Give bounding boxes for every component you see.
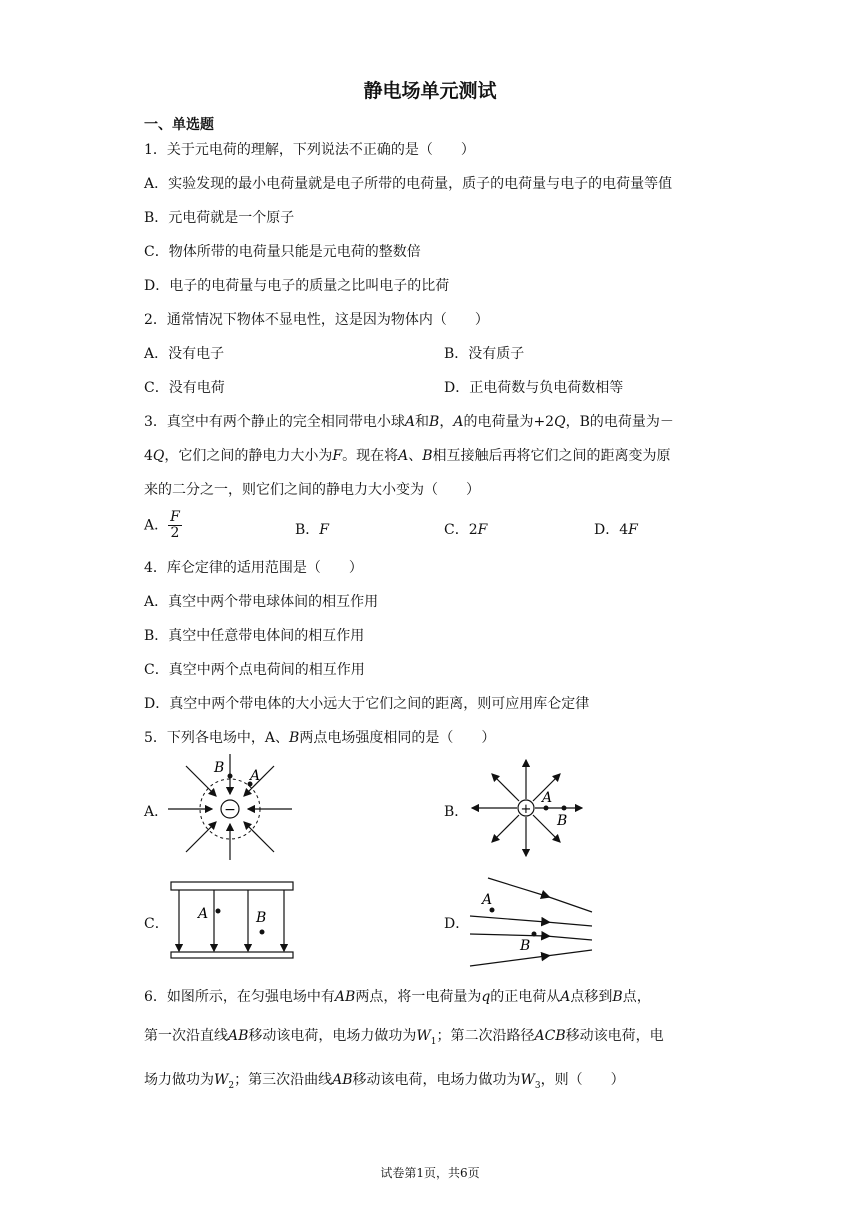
q6-var: B — [612, 989, 623, 1005]
q1-option-b: B．元电荷就是一个原子 — [144, 210, 295, 226]
q3-var-b: B — [429, 414, 440, 430]
q6-text: 的正电荷从 — [490, 989, 561, 1005]
page-footer: 试卷第1页，共6页 — [380, 1166, 480, 1180]
q3-var-q: Q — [554, 414, 566, 430]
q2-option-a: A．没有电子 — [144, 346, 225, 362]
q5-stem — [144, 727, 495, 747]
q3-var-f: F — [628, 522, 638, 538]
page-title: 静电场单元测试 — [363, 80, 497, 102]
q6-text: 场力做功为 — [144, 1072, 214, 1088]
q5-option-a-label: A． — [144, 804, 169, 820]
q3-var-a: A — [398, 448, 409, 464]
q5-text: 5．下列各电场中，A、 — [144, 730, 290, 746]
q1-option-d: D．电子的电荷量与电子的质量之比叫电子的比荷 — [144, 278, 450, 294]
q6-text: ；第三次沿曲线 — [234, 1072, 333, 1088]
q3-text: 和 — [415, 414, 430, 430]
q3-text: 的电荷量为+2 — [463, 414, 555, 430]
q4-option-b: B．真空中任意带电体间的相互作用 — [144, 628, 365, 644]
q2-option-d: D．正电荷数与负电荷数相等 — [444, 380, 624, 396]
q3-var-f: F — [477, 522, 488, 538]
label-a: A — [482, 892, 493, 908]
q5-var-b: B — [289, 730, 300, 746]
point-b — [228, 774, 233, 779]
q6-subscript: 1 — [430, 1036, 437, 1047]
q6-subscript: 3 — [534, 1080, 541, 1091]
q6-text: ；第二次沿路径 — [436, 1028, 535, 1044]
figure-c-parallel-plates — [166, 878, 298, 964]
q6-text: 点， — [622, 989, 651, 1005]
q6-var: W — [416, 1028, 431, 1044]
q3-option-d — [594, 519, 638, 539]
q6-text: 移动该电荷，电场力做功为 — [352, 1072, 521, 1088]
q6-var: W — [520, 1072, 535, 1088]
q3-option-b — [295, 519, 329, 539]
label-b: B — [214, 760, 225, 776]
figure-d-converging-field — [466, 872, 600, 972]
q6-text: 两点，将一电荷量为 — [355, 989, 482, 1005]
point-b — [562, 806, 567, 811]
q5-option-b-label: B． — [444, 804, 469, 820]
q6-var: AB — [332, 1072, 353, 1088]
point-a — [216, 909, 221, 914]
q3-text: 。现在将 — [342, 448, 399, 464]
option-label: B． — [295, 522, 320, 538]
q6-subscript: 2 — [228, 1080, 235, 1091]
q6-var: A — [560, 989, 571, 1005]
point-a — [490, 908, 495, 913]
q6-var: ACB — [534, 1028, 566, 1044]
q3-text: 、 — [408, 448, 423, 464]
label-b: B — [520, 938, 531, 954]
q3-var-f: F — [332, 448, 343, 464]
q6-line-1 — [144, 986, 651, 1006]
q6-text: ，则（ ） — [540, 1072, 625, 1088]
label-a: A — [250, 768, 261, 784]
q4-option-c: C．真空中两个点电荷间的相互作用 — [144, 662, 365, 678]
q2-option-c: C．没有电荷 — [144, 380, 225, 396]
fraction — [168, 510, 182, 541]
q3-text: ， — [439, 414, 454, 430]
section-heading: 一、单选题 — [144, 117, 214, 133]
q3-text: ，B的电荷量为－ — [565, 414, 674, 430]
q6-var: W — [214, 1072, 229, 1088]
q3-text: ，它们之间的静电力大小为 — [164, 448, 333, 464]
q3-option-a — [144, 510, 182, 541]
minus-sign: − — [224, 802, 236, 818]
q6-var: AB — [228, 1028, 249, 1044]
q4-stem: 4．库仑定律的适用范围是（ ） — [144, 560, 363, 576]
plus-sign: + — [520, 802, 532, 817]
q6-text: 移动该电荷，电 — [565, 1028, 664, 1044]
q2-option-b: B．没有质子 — [444, 346, 525, 362]
option-label: C．2 — [444, 522, 478, 538]
point-b — [260, 930, 265, 935]
q1-option-c: C．物体所带的电荷量只能是元电荷的整数倍 — [144, 244, 421, 260]
fraction-denominator: 2 — [170, 525, 180, 541]
option-label: A． — [144, 517, 169, 534]
q4-option-a: A．真空中两个带电球体间的相互作用 — [144, 594, 379, 610]
q5-option-d-label: D． — [444, 916, 470, 932]
field-lines — [179, 890, 284, 951]
point-a — [544, 806, 549, 811]
q6-text: 移动该电荷，电场力做功为 — [248, 1028, 417, 1044]
label-a: A — [198, 906, 209, 922]
q6-line-3 — [144, 1069, 625, 1091]
q6-text: 6．如图所示，在匀强电场中有 — [144, 989, 335, 1005]
label-b: B — [557, 813, 568, 829]
bottom-plate — [171, 952, 293, 958]
q1-stem: 1．关于元电荷的理解，下列说法不正确的是（ ） — [144, 142, 475, 158]
q6-var: AB — [334, 989, 356, 1005]
q6-text: 第一次沿直线 — [144, 1028, 228, 1044]
q2-stem: 2．通常情况下物体不显电性，这是因为物体内（ ） — [144, 312, 489, 328]
q3-line-2 — [144, 445, 671, 465]
q3-var-a: A — [404, 414, 416, 430]
q3-line-1 — [144, 411, 674, 431]
top-plate — [171, 882, 293, 890]
q4-option-d: D．真空中两个带电体的大小远大于它们之间的距离，则可应用库仑定律 — [144, 696, 590, 712]
q3-text: 4 — [144, 448, 153, 464]
figure-b-positive-charge-field — [468, 756, 586, 860]
q3-option-c — [444, 519, 487, 539]
q6-line-2 — [144, 1025, 664, 1047]
q3-line-3: 来的二分之一，则它们之间的静电力大小变为（ ） — [144, 482, 480, 498]
q6-var: q — [481, 989, 491, 1005]
q5-option-c-label: C． — [144, 916, 169, 932]
figure-a-negative-charge-field — [164, 752, 296, 864]
option-label: D．4 — [594, 522, 629, 538]
q3-text: 3．真空中有两个静止的完全相同带电小球 — [144, 414, 405, 430]
q5-text: 两点电场强度相同的是（ ） — [299, 730, 496, 746]
q3-var-b: B — [422, 448, 433, 464]
fraction-numerator: F — [170, 509, 180, 525]
q3-text: 相互接触后再将它们之间的距离变为原 — [432, 448, 671, 464]
q3-var-a: A — [453, 414, 464, 430]
q3-var-q: Q — [152, 448, 165, 464]
q6-text: 点移到 — [570, 989, 613, 1005]
label-a: A — [542, 790, 553, 806]
label-b: B — [256, 910, 267, 926]
q1-option-a: A．实验发现的最小电荷量就是电子所带的电荷量，质子的电荷量与电子的电荷量等值 — [144, 176, 673, 192]
point-b — [532, 932, 537, 937]
q3-var-f: F — [319, 522, 330, 538]
